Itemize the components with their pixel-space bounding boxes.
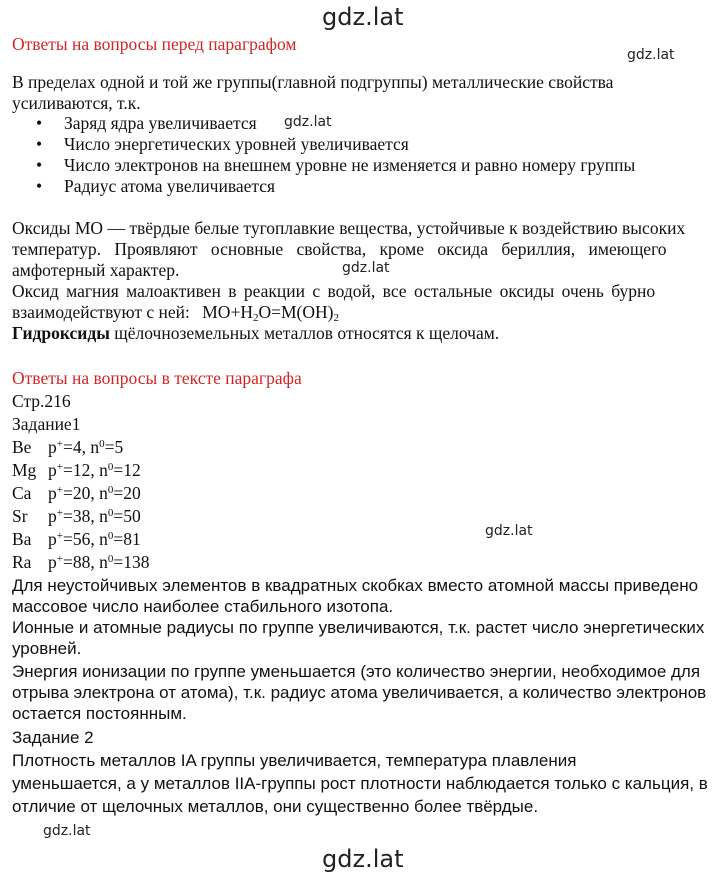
oxides-line-2: температур. Проявляют основные свойства, кроме оксида бериллия, имеющего: [12, 239, 667, 259]
element-row: Ca p+=20, $n^0=20$: [12, 483, 141, 503]
ionization-line-3: остается постоянным.: [12, 704, 187, 723]
radii-line-1: Ионные и атомные радиусы по группе увеличиваются, т.к. растет число энергетических: [12, 618, 705, 637]
element-row: Ra p+=88, $n^0=138$: [12, 552, 150, 572]
hydroxides-bold: Гидроксиды: [12, 323, 110, 343]
watermark-top: gdz.lat: [322, 3, 404, 31]
watermark-bullets: gdz.lat: [284, 114, 332, 130]
watermark-right-lower: gdz.lat: [485, 523, 533, 539]
unstable-line-1: Для неустойчивых элементов в квадратных скобках вместо атомной массы приведено: [12, 576, 699, 595]
mg-line-2: [12, 302, 692, 323]
radii-line-2: уровней.: [12, 639, 82, 658]
intro-line-2: усиливаются, т.к.: [12, 93, 141, 113]
intro-line-1: В пределах одной и той же группы(главной подгруппы) металлические свойства: [12, 72, 614, 92]
list-item: • Заряд ядра увеличивается: [12, 113, 635, 134]
ionization-line-1: Энергия ионизации по группе уменьшается (это количество энергии, необходимое для: [12, 662, 701, 681]
task1-title: Задание1: [12, 414, 81, 434]
watermark-bottom: gdz.lat: [322, 845, 404, 873]
watermark-bottom-left: gdz.lat: [43, 823, 91, 839]
mg-line-2-text: взаимодействуют с ней:: [12, 302, 190, 322]
element-row: Mg p+=12, $n^0=12$: [12, 460, 141, 480]
element-row: Ba p+=56, $n^0=81$: [12, 529, 141, 549]
ionization-line-2: отрыва электрона от атома), т.к. радиус атома увеличивается, а количество электронов: [12, 683, 707, 702]
watermark-right: gdz.lat: [627, 47, 675, 63]
mg-line-1: Оксид магния малоактивен в реакции с водой, все остальные оксиды очень бурно: [12, 281, 656, 301]
unstable-line-2: массовое число наиболее стабильного изотопа.: [12, 597, 394, 616]
properties-list: [12, 113, 635, 197]
watermark-mid: gdz.lat: [342, 260, 390, 276]
element-row: Sr p+=38, $n^0=50$: [12, 506, 141, 526]
list-item: • Радиус атома увеличивается: [12, 176, 635, 197]
list-item: • Число энергетических уровней увеличивается: [12, 134, 635, 155]
oxides-line-1: Оксиды MO — твёрдые белые тугоплавкие вещества, устойчивые к воздействию высоких: [12, 218, 686, 238]
list-item: • Число электронов на внешнем уровне не изменяется и равно номеру группы: [12, 155, 635, 176]
reaction-equation: $MO+H_2O=M(OH)_2$: [202, 302, 339, 324]
hydroxides-line: [12, 323, 692, 344]
density-line-2: уменьшается, а у металлов IIA-группы рост плотности наблюдается только с кальция, в: [12, 774, 708, 793]
task2-title: Задание 2: [12, 728, 94, 747]
page-ref: Стр.216: [12, 391, 71, 411]
element-row: Be p+=4, $n^0=5$: [12, 437, 124, 457]
hydroxides-rest: щёлочноземельных металлов относятся к щелочам.: [109, 323, 500, 343]
oxides-line-3: амфотерный характер.: [12, 260, 180, 280]
section2-heading: Ответы на вопросы в тексте параграфа: [12, 368, 302, 388]
density-line-1: Плотность металлов IA группы увеличивается, температура плавления: [12, 751, 577, 770]
density-line-3: отличие от щелочных металлов, они существенно более твёрдые.: [12, 797, 539, 816]
section1-heading: Ответы на вопросы перед параграфом: [12, 34, 297, 54]
